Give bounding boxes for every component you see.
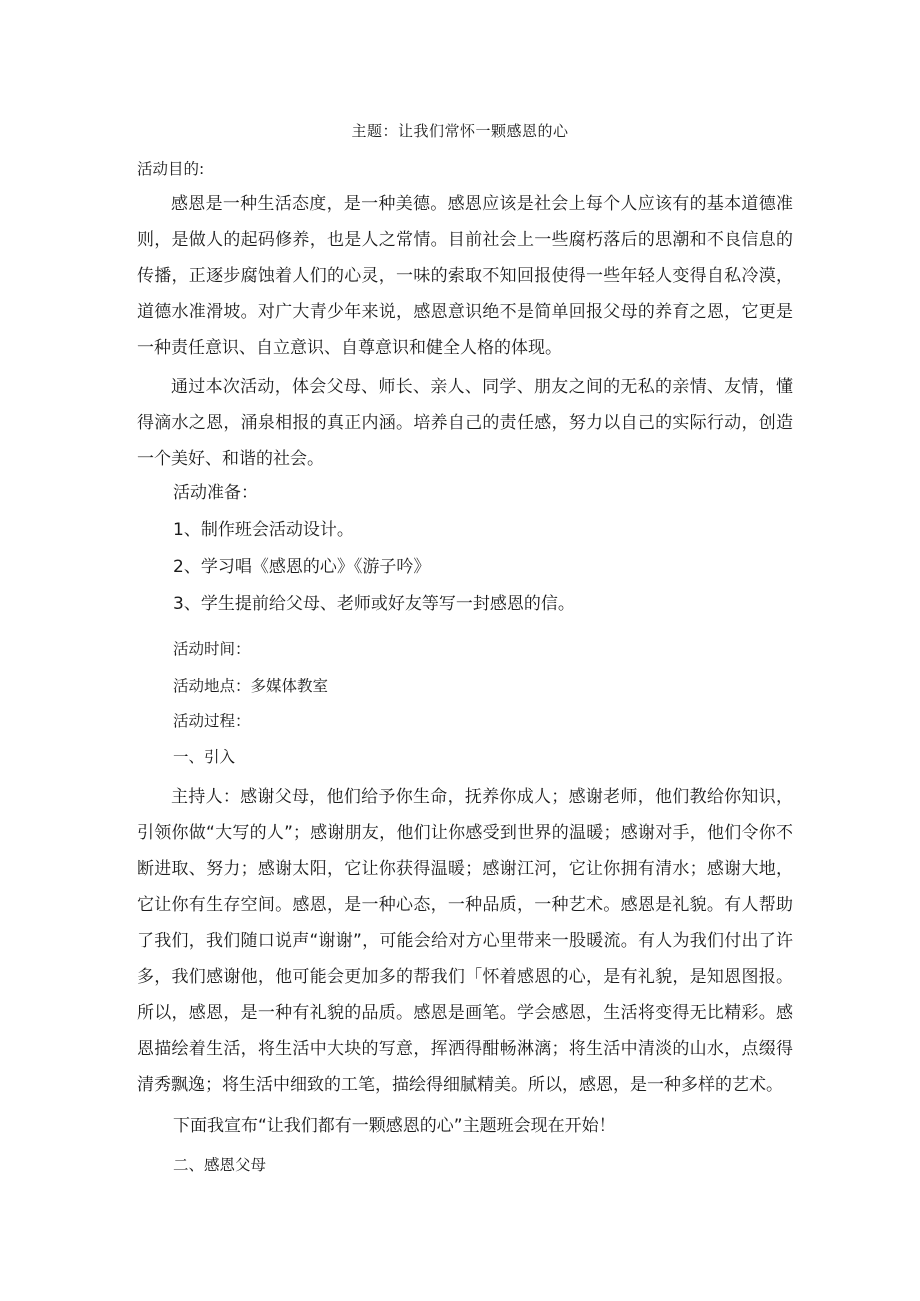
preparation-heading: 活动准备： xyxy=(173,483,258,503)
announcement: 下面我宣布“让我们都有一颗感恩的心”主题班会现在开始！ xyxy=(173,1116,616,1136)
host-paragraph: 主持人：感谢父母，他们给予你生命，抚养你成人；感谢老师，他们教给你知识，引领你做“大写的人”；感谢朋友，他们让你感受到世界的温暖；感谢对手，他们令你不断进取、努力；感谢太阳，它让你获得温暖；感谢江河，它让你拥有清水；感谢大地，它让你有生存空间。感恩，是一种心态，一种品质，一种艺术。感恩是礼貌。有人帮助了我们，我们随口说声“谢谢”，可能会给对方心里带来一股暖流。有人为我们付出了许多，我们感谢他，他可能会更加多的帮我们「怀着感恩的心，是有礼貌，是知恩图报。所以，感恩，是一种有礼貌的品质。感恩是画笔。学会感恩，生活将变得无比精彩。感恩描绘着生活，将生活中大块的写意，挥洒得酣畅淋漓；将生活中清淡的山水，点缀得清秀飘逸；将生活中细致的工笔，描绘得细腻精美。所以，感恩，是一种多样的艺术。 xyxy=(137,787,793,1095)
purpose-heading: 活动目的: xyxy=(137,160,205,178)
document-title: 主题：让我们常怀一颗感恩的心 xyxy=(351,122,569,140)
section-heading-intro: 一、引入 xyxy=(173,748,236,766)
section-heading-parents: 二、感恩父母 xyxy=(173,1156,267,1174)
preparation-item: 1、制作班会活动设计。 xyxy=(173,520,354,540)
purpose-paragraph-1: 感恩是一种生活态度，是一种美德。感恩应该是社会上每个人应该有的基本道德准则，是做人的起码修养，也是人之常情。目前社会上一些腐朽落后的思潮和不良信息的传播，正逐步腐蚀着人们的心灵，一味的索取不知回报使得一些年轻人变得自私冷漠，道德水准滑坡。对广大青少年来说，感恩意识绝不是简单回报父母的养育之恩，它更是一种责任意识、自立意识、自尊意识和健全人格的体现。 xyxy=(137,194,793,358)
preparation-item: 2、学习唱《感恩的心》《游子吟》 xyxy=(173,557,431,577)
purpose-paragraph-2: 通过本次活动，体会父母、师长、亲人、同学、朋友之间的无私的亲情、友情，懂得滴水之恩，涌泉相报的真正内涵。培养自己的责任感，努力以自己的实际行动，创造一个美好、和谐的社会。 xyxy=(137,377,793,469)
place-label: 活动地点：多媒体教室 xyxy=(173,677,329,695)
time-label: 活动时间： xyxy=(173,640,251,658)
process-label: 活动过程： xyxy=(173,712,251,730)
preparation-item: 3、学生提前给父母、老师或好友等写一封感恩的信。 xyxy=(173,594,575,614)
